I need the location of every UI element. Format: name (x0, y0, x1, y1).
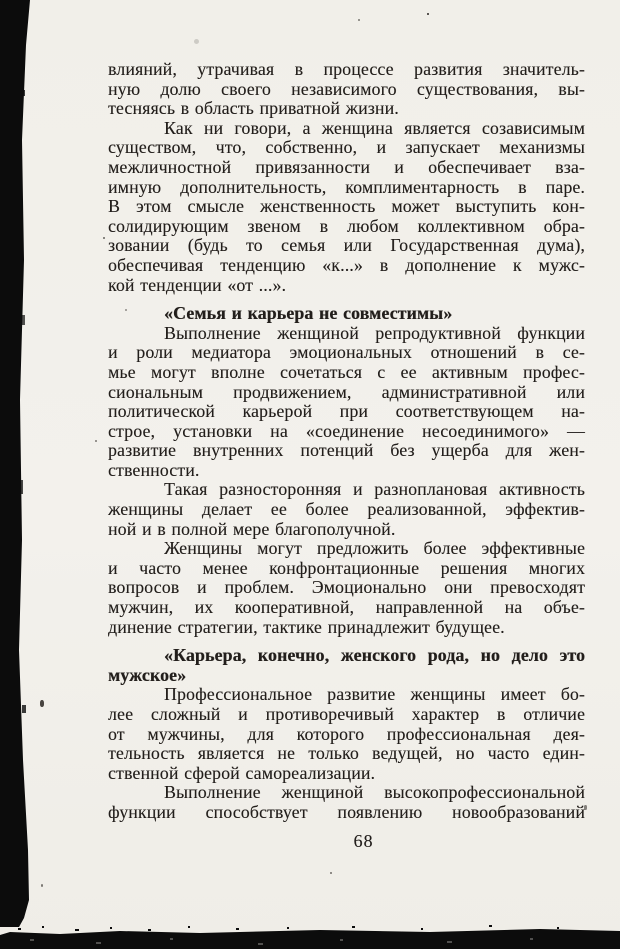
text-line: кой тенденции «от ...». (108, 274, 287, 295)
text-line: сиональным продвижением, административной или (108, 381, 585, 402)
text-line: и роли медиатора эмоциональных отношений в се- (108, 342, 585, 363)
text-line: строе, установки на «соединение несоединимого» — (108, 420, 585, 441)
bottom-edge-artifact (0, 921, 620, 949)
scan-speck (41, 884, 43, 887)
paragraph (108, 685, 585, 783)
text-line: Выполнение женщиной репродуктивной функции (164, 322, 585, 343)
text-line: женщины делает ее более реализованной, эффектив- (108, 499, 585, 520)
text-line: Такая разносторонняя и разноплановая активность (164, 479, 585, 500)
text-line: от мужчины, для которого профессиональная дея- (108, 723, 585, 744)
gutter-shadow-artifact (0, 0, 44, 949)
scan-speck (40, 700, 44, 707)
paragraph (108, 783, 585, 822)
text-line: ной и в полной мере благополучной. (108, 518, 396, 539)
text-line: влияний, утрачивая в процессе развития значитель- (108, 59, 585, 79)
text-line: Выполнение женщиной высокопрофессиональной (164, 782, 585, 803)
text-line: зовании (будь то семья или Государственная дума), (108, 235, 585, 256)
paragraph (108, 324, 585, 481)
scan-speck (330, 872, 332, 874)
text-line: В этом смысле женственность может выступить кон- (108, 196, 585, 217)
section-heading (108, 304, 585, 324)
text-line: солидирующим звеном в любом коллективном обра- (108, 215, 585, 236)
paragraph (108, 60, 585, 119)
text-line: мужчин, их кооперативной, направленной на объе- (108, 597, 585, 618)
text-line: и часто менее конфронтационные решения многих (108, 557, 585, 578)
text-line: мужское» (108, 664, 187, 685)
text-column (108, 60, 585, 823)
paragraph (108, 119, 585, 295)
text-line: Профессиональное развитие женщины имеет бо- (164, 684, 585, 705)
text-line: Как ни говори, а женщина является созависимым (164, 117, 585, 138)
text-line: ную долю своего независимого существования, вы- (108, 78, 585, 99)
paragraph (108, 539, 585, 637)
text-line: «Карьера, конечно, женского рода, но дело это (164, 645, 585, 666)
text-line: «Семья и карьера не совместимы» (164, 303, 453, 324)
text-line: существом, что, собственно, и запускает механизмы (108, 137, 585, 158)
scan-speck (95, 440, 97, 442)
text-line: функции способствует появлению новообразований (108, 801, 585, 822)
text-line: развитие внутренних потенций без ущерба для жен- (108, 440, 585, 461)
text-line: мье могут вполне сочетаться с ее активным профес- (108, 361, 585, 382)
scan-speck (358, 19, 360, 21)
paragraph (108, 480, 585, 539)
text-line: имную дополнительность, комплиментарность в паре. (108, 176, 585, 197)
text-line: ственной сферой самореализации. (108, 762, 376, 783)
text-line: ственности. (108, 459, 200, 480)
text-line: политической карьерой при соответствующем на- (108, 401, 585, 422)
scan-speck (194, 39, 199, 44)
text-line: вопросов и проблем. Эмоционально они превосходят (108, 577, 585, 598)
section-heading (108, 646, 585, 685)
text-line: лее сложный и противоречивый характер в отличие (108, 704, 585, 724)
text-line: тельность является не только ведущей, но часто един- (108, 743, 585, 764)
scan-speck (103, 237, 105, 239)
scan-speck (427, 13, 429, 15)
text-line: динение стратегии, тактике принадлежит будущее. (108, 616, 505, 637)
text-line: обеспечивая тенденцию «к...» в дополнение к мужс- (108, 254, 585, 275)
page-number: 68 (353, 831, 374, 851)
text-line: тесняясь в область приватной жизни. (108, 98, 399, 119)
text-line: межличностной привязанности и обеспечивает вза- (108, 156, 585, 177)
text-line: Женщины могут предложить более эффективные (164, 538, 585, 559)
